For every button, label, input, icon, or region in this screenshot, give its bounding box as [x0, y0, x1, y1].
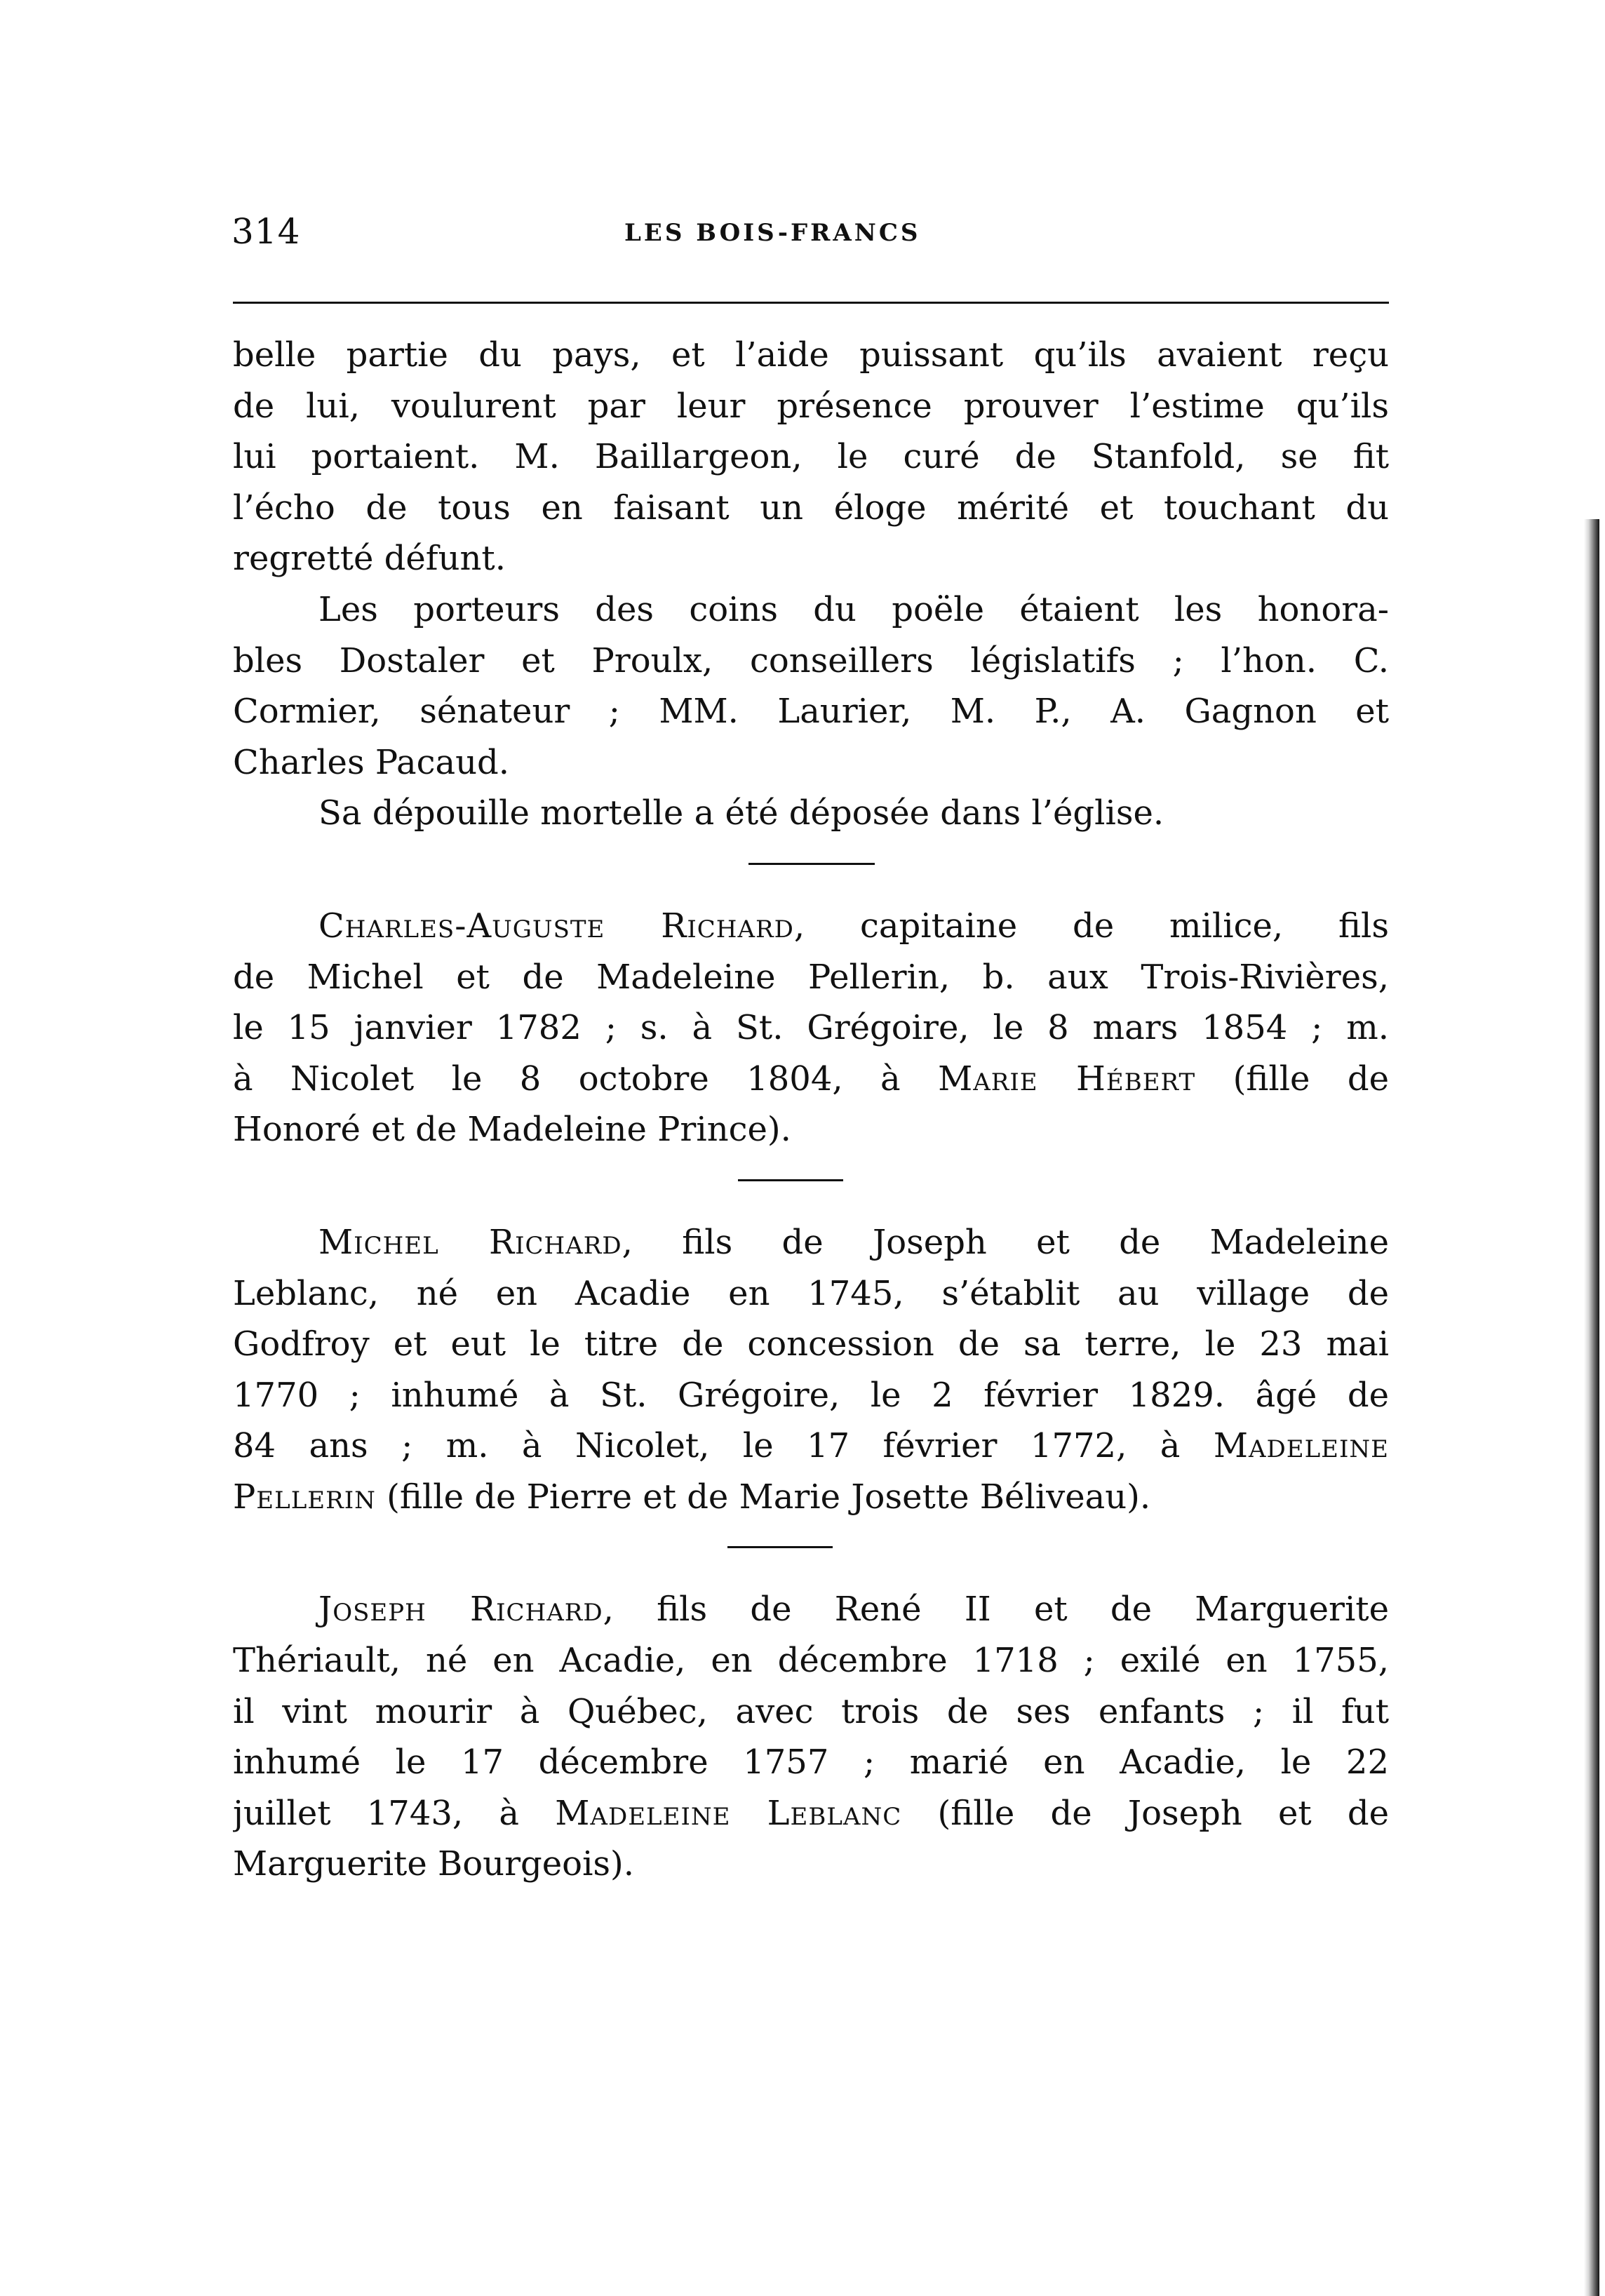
separator-rule	[738, 1179, 843, 1181]
text-line: bles Dostaler et Proulx, conseillers législatifs ; l’hon. C.	[233, 640, 1389, 680]
text-line: à Nicolet le 8 octobre 1804, à Marie Hébert (fille de	[233, 1059, 1389, 1099]
person-name: Joseph Richard	[318, 1590, 603, 1630]
text-line: Michel Richard, fils de Joseph et de Madeleine	[318, 1222, 1389, 1262]
section-separator	[233, 839, 1389, 901]
genealogy-entry	[233, 901, 1389, 1155]
text-line: 84 ans ; m. à Nicolet, le 17 février 1772, à Madeleine	[233, 1426, 1389, 1466]
body-text	[233, 330, 1389, 1890]
text-line: Charles Pacaud.	[233, 742, 510, 782]
text-line: Cormier, sénateur ; MM. Laurier, M. P., A. Gagnon et	[233, 692, 1389, 732]
text-line: Thériault, né en Acadie, en décembre 1718 ; exilé en 1755,	[233, 1641, 1389, 1681]
paragraph	[233, 330, 1389, 584]
genealogy-entry	[233, 1584, 1389, 1890]
paragraph	[233, 788, 1389, 839]
page-number: 314	[231, 211, 301, 252]
text-line: Marguerite Bourgeois).	[233, 1844, 635, 1884]
section-separator	[233, 1155, 1389, 1217]
text-line: Honoré et de Madeleine Prince).	[233, 1110, 791, 1150]
header-rule	[233, 302, 1389, 304]
text-line: inhumé le 17 décembre 1757 ; marié en Acadie, le 22	[233, 1743, 1389, 1783]
text-line: juillet 1743, à Madeleine Leblanc (fille de Joseph et de	[233, 1793, 1389, 1833]
text-line: Pellerin (fille de Pierre et de Marie Josette Béliveau).	[233, 1477, 1151, 1517]
running-head	[231, 210, 1388, 253]
person-name: Michel Richard	[318, 1222, 622, 1262]
genealogy-entry	[233, 1217, 1389, 1523]
text-line: Les porteurs des coins du poële étaient les honora-	[318, 589, 1389, 629]
text-line: regretté défunt.	[233, 539, 506, 579]
text-line: Godfroy et eut le titre de concession de sa terre, le 23 mai	[233, 1324, 1389, 1364]
text-line: belle partie du pays, et l’aide puissant qu’ils avaient reçu	[233, 335, 1389, 375]
text-line: Charles-Auguste Richard, capitaine de milice, fils	[318, 906, 1389, 946]
text-line: de Michel et de Madeleine Pellerin, b. aux Trois-Rivières,	[233, 957, 1389, 997]
separator-rule	[727, 1546, 833, 1548]
text-line: Sa dépouille mortelle a été déposée dans l’église.	[318, 793, 1164, 833]
person-name: Charles-Auguste Richard	[318, 906, 794, 946]
text-line: le 15 janvier 1782 ; s. à St. Grégoire, le 8 mars 1854 ; m.	[233, 1008, 1389, 1048]
text-line: Joseph Richard, fils de René II et de Marguerite	[318, 1590, 1389, 1630]
text-line: 1770 ; inhumé à St. Grégoire, le 2 février 1829. âgé de	[233, 1375, 1389, 1415]
text-line: de lui, voulurent par leur présence prouver l’estime qu’ils	[233, 386, 1389, 426]
paragraph	[233, 584, 1389, 788]
separator-rule	[748, 863, 875, 865]
text-line: Leblanc, né en Acadie en 1745, s’établit au village de	[233, 1273, 1389, 1313]
page-edge-shadow	[1584, 519, 1599, 2296]
text-line: l’écho de tous en faisant un éloge mérité et touchant du	[233, 488, 1389, 528]
person-name: Madeleine	[1213, 1426, 1389, 1466]
person-name: Marie Hébert	[938, 1059, 1196, 1099]
section-separator	[233, 1522, 1389, 1584]
text-line: il vint mourir à Québec, avec trois de ses enfants ; il fut	[233, 1691, 1389, 1731]
person-name: Madeleine Leblanc	[555, 1793, 902, 1833]
text-line: lui portaient. M. Baillargeon, le curé de Stanfold, se fit	[233, 437, 1389, 477]
person-name: Pellerin	[233, 1477, 376, 1517]
running-title: LES BOIS-FRANCS	[624, 219, 921, 247]
